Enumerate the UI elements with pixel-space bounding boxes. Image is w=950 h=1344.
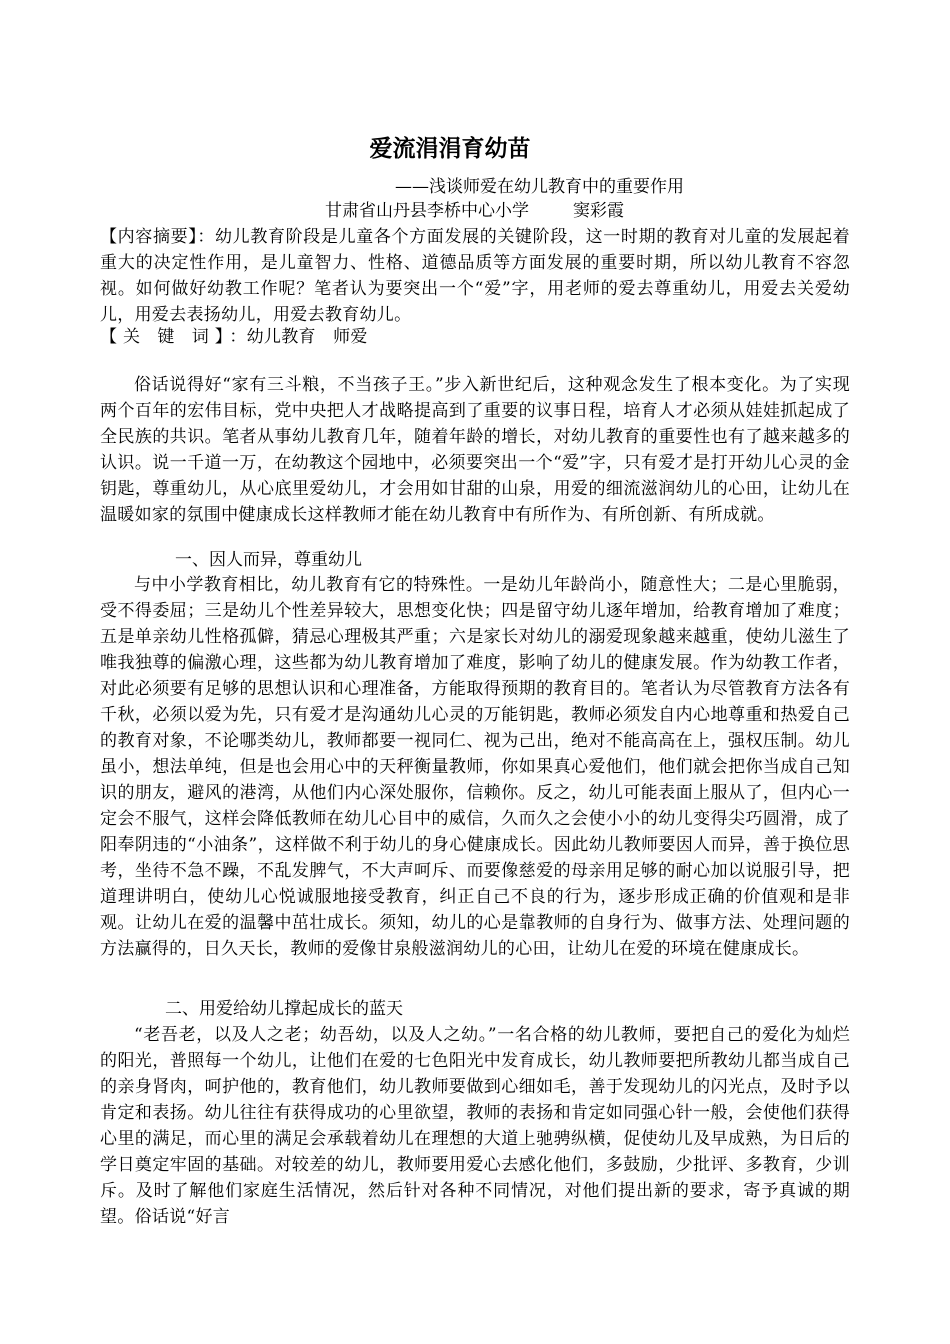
section1-heading: 一、因人而异，尊重幼儿 [175,550,362,570]
author-line [325,200,624,222]
document-subtitle: ——浅谈师爱在幼儿教育中的重要作用 [395,177,684,197]
keywords-text: ：幼儿教育 师爱 [229,327,368,347]
section2-paragraph: “老吾老，以及人之老；幼吾幼，以及人之幼。”一名合格的幼儿教师，要把自己的爱化为灿烂的阳光，普照每一个幼儿，让他们在爱的七色阳光中发育成长，幼儿教师要把所教幼儿都当成自己的亲身肾肉，呵护他的，教育他们，幼儿教师要做到心细如毛，善于发现幼儿的闪光点，及时予以肯定和表扬。幼儿往往有获得成功的心里欲望，教师的表扬和肯定如同强心针一般，会使他们获得心里的满足，而心里的满足会承载着幼儿在理想的大道上驰骋纵横，促使幼儿及早成熟，为日后的学日奠定牢固的基础。对较差的幼儿，教师要用爱心去感化他们，多鼓励，少批评、多教育，少训斥。及时了解他们家庭生活情况，然后针对各种不同情况，对他们提出新的要求，寄予真诚的期望。俗话说“好言 [100,1025,850,1227]
abstract-text: ：幼儿教育阶段是儿童各个方面发展的关键阶段，这一时期的教育对儿童的发展起着重大的决定性作用，是儿童智力、性格、道德品质等方面发展的重要时期，所以幼儿教育不容忽视。如何做好幼教工作呢？笔者认为要突出一个“爱”字，用老师的爱去尊重幼儿，用爱去关爱幼儿，用爱去表扬幼儿，用爱去教育幼儿。 [100,227,850,325]
intro-paragraph: 俗话说得好“家有三斗粮，不当孩子王。”步入新世纪后，这种观念发生了根本变化。为了实现两个百年的宏伟目标，党中央把人才战略提高到了重要的议事日程，培育人才必须从娃娃抓起成了全民族的共识。笔者从事幼儿教育几年，随着年龄的增长，对幼儿教育的重要性也有了越来越多的认识。说一千道一万，在幼教这个园地中，必须要突出一个“爱”字，只有爱才是打开幼儿心灵的金钥匙，尊重幼儿，从心底里爱幼儿，才会用如甘甜的山泉，用爱的细流滋润幼儿的心田，让幼儿在温暖如家的氛围中健康成长这样教师才能在幼儿教育中有所作为、有所创新、有所成就。 [100,375,850,525]
document-title: 爱流涓涓育幼苗 [369,136,531,162]
author-affiliation: 甘肃省山丹县李桥中心小学 [325,201,529,221]
abstract-block [100,224,850,328]
keywords-block [100,324,850,350]
section2-heading: 二、用爱给幼儿撑起成长的蓝天 [165,999,403,1019]
section1-paragraph: 与中小学教育相比，幼儿教育有它的特殊性。一是幼儿年龄尚小，随意性大；二是心里脆弱，受不得委屈；三是幼儿个性差异较大，思想变化快；四是留守幼儿逐年增加，给教育增加了难度；五是单亲幼儿性格孤僻，猜忌心理极其严重；六是家长对幼儿的溺爱现象越来越重，使幼儿滋生了唯我独尊的偏激心理，这些都为幼儿教育增加了难度，影响了幼儿的健康发展。作为幼教工作者，对此必须要有足够的思想认识和心理准备，方能取得预期的教育目的。笔者认为尽管教育方法各有千秋，必须以爱为先，只有爱才是沟通幼儿心灵的万能钥匙，教师必须发自内心地尊重和热爱自己的教育对象，不论哪类幼儿，教师都要一视同仁、视为己出，绝对不能高高在上，强权压制。幼儿虽小，想法单纯，但是也会用心中的天秤衡量教师，你如果真心爱他们，他们就会把你当成自己知识的朋友，避风的港湾，从他们内心深处服你，信赖你。反之，幼儿可能表面上服从了，但内心一定会不服气，这样会降低教师在幼儿心目中的威信，久而久之会使小小的幼儿变得尖巧圆滑，成了阳奉阴违的“小油条”，这样做不利于幼儿的身心健康成长。因此幼儿教师要因人而异，善于换位思考，坐待不急不躁，不乱发脾气，不大声呵斥、而要像慈爱的母亲用足够的耐心加以说服引导，把道理讲明白，使幼儿心悦诚服地接受教育，纠正自己不良的行为，逐步形成正确的价值观和是非观。让幼儿在爱的温馨中茁壮成长。须知，幼儿的心是靠教师的自身行为、做事方法、处理问题的方法赢得的，日久天长，教师的爱像甘泉般滋润幼儿的心田，让幼儿在爱的环境在健康成长。 [100,575,850,959]
abstract-label: 【内容摘要】 [100,227,198,247]
author-name: 窦彩霞 [573,201,624,221]
keywords-label: 【关 键 词】 [100,327,230,347]
